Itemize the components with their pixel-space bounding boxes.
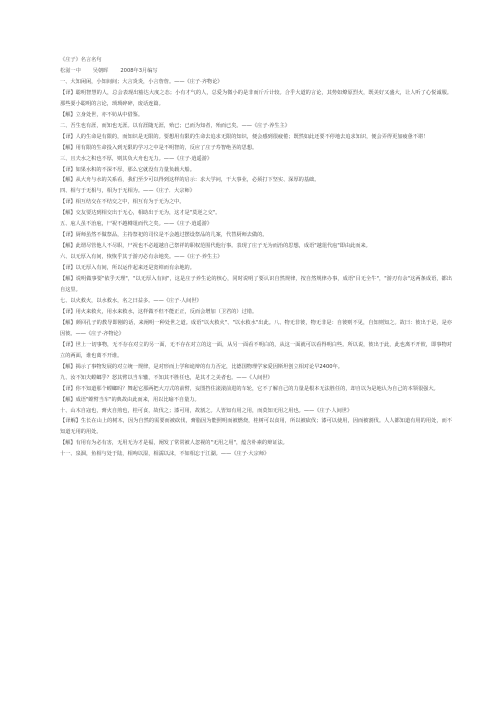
text-line: 九、汝不知夫螳螂乎？怒其臂以当车辙，不知其不胜任也，是其才之美者也。——《人间世》 xyxy=(60,374,273,381)
text-line: 【译】厨师虽然不做祭品，主持祭祀的司仪是不会越过摆设祭品的几案，代替厨师去做的。 xyxy=(60,232,268,239)
text-line: 十、山木自寇也，膏火自煎也，桂可食，故伐之；漆可用，故割之。人皆知有用之用，而莫知无用之用也。——《庄子·人间世》 xyxy=(60,407,353,414)
text-line: 【解】此谓尽管他人不尽职，尸祝也不必超越自己祭祥的职权范围代他行事。表现了庄子无为而治的思想，成语"越俎代庖"即由此而来。 xyxy=(60,243,371,250)
text-line: 五、庖人虽不治庖，尸祝不越樽俎而代之矣。——《庄子·逍遥游》 xyxy=(60,221,213,228)
text-line: 【解】颜回孔子的教导即刚的话，来阐明一种处世之道。成语"以火救火"、"以水救水"出此。八、物无非彼，物无非是：自彼则不见，自知则知之。故曰：彼出于是，是亦因彼。——《庄子·齐物论》 xyxy=(60,319,452,337)
text-line: 二、吾生也有涯，而知也无涯。以有涯随无涯，殆已；已而为知者，殆而已矣。——《庄子·养生主》 xyxy=(60,122,290,129)
text-line: 【解】说明做事要"依乎天理"，"以无厚入有间"，这是庄子养生论的核心，同时说明了要认识自然规律，按自然规律办事，成语"目无全牛"，"游刃有余"这两条成语，都出自这里。 xyxy=(60,276,452,294)
text-line: 【解】揭示了事物发展的对立统一规律，是对形而上学和诡辩的有力否定，比德国物理学家爱因斯坦创立相对论早2400年。 xyxy=(60,363,343,370)
text-line: 【译】你不知道那个螳螂吗？舞起它那两把大刀式的前臂，妄图挡住滚滚前进的车轮，它不了解自己的力量是根本无法胜任的，却自以为是地认为自己的本领很强大。 xyxy=(60,385,439,392)
text-line: 【译】用火来救火，用水来救水，这样做不但不能正正，反而会增加（卫君的）过错。 xyxy=(60,308,258,315)
text-line: 一、大知闲闲，小知间间；大言炎炎，小言詹詹。——《庄子·齐物论》 xyxy=(60,78,223,85)
text-line: 四、相与于无相与，相为于无相为。——《庄子．大宗师》 xyxy=(60,188,195,195)
text-line: 【译】世上一切事物，无不存在对立的另一面，无不存在对立的这一面，从另一面看不明白的，从这一面就可以看得明白些。所以说，彼出于此，此也离不开彼，即事物对立的两面，谁也离不开谁。 xyxy=(60,341,452,359)
text-line: 七、以火救火，以水救水，名之曰益多。——《庄子·人间世》 xyxy=(60,297,202,304)
text-line: 三、且夫水之积也不厚，则其负大舟也无力。——《庄子·逍遥游》 xyxy=(60,155,213,162)
text-line: 【解】有用有为必有害，无用无为才是福，阐发了常常被人忽视的"无用之用"，蕴含朴素的辩证法。 xyxy=(60,440,288,447)
text-line: 【解】用有限的生命投入到无限的学习之中是不明智的，反应了庄子寿智绝圣的思想。 xyxy=(60,144,258,151)
document-page xyxy=(60,55,452,460)
text-line: 【译】人的生命是有限的，而知识是无限的。要想用有限的生命去追求无限的知识，便会感到很疲倦；既然如此还要不停地去追求知识，便会弄得更加疲惫不堪！ xyxy=(60,133,429,140)
document-meta xyxy=(60,66,452,77)
document-date: 2008年3月编写 xyxy=(120,67,158,74)
text-line: 【译】如果水积的不深不厚，那么它就没有力量负载大船。 xyxy=(60,166,195,173)
author-name: 吴朝晖 xyxy=(92,67,109,74)
text-line: 【译】聪明智慧的人，总会表现出豁达大度之态；小有才气的人，总爱为微小的是非而斤斤计较。合乎大道的言论，其势如燎原烈火，既美好又盛大，让人听了心悦诚服。那些耍小聪明的言论，琐琐碎碎，废话连篇。 xyxy=(60,89,452,107)
text-line: 【解】从大舟与水的关系看，我们至少可以得到这样的启示：求大学问，干大事业，必须打下坚实、深厚的基础。 xyxy=(60,177,320,184)
author-label: 松滋一中 xyxy=(60,67,81,74)
text-line: 【解】成语"螳臂当车"的典故由此而来，用以比喻不自量力。 xyxy=(60,396,200,403)
text-line: 【译】相互结交在不结交之中，相互有为于无为之中。 xyxy=(60,199,185,206)
text-line: 【译】以无厚入有间，所以运作起来还是宽绰而有余地的。 xyxy=(60,265,195,272)
text-line: 【解】立身处世，亦不妨从中借鉴。 xyxy=(60,111,144,118)
document-body xyxy=(60,77,452,460)
text-line: 【解】交友要达到相交出于无心，相助出于无为，这才是"莫逆之交"。 xyxy=(60,210,221,217)
text-line: 【译解】生长在山上的树木，因为自然的需要而被砍伐，膏脂因为能照明而被燃烧，桂树可以食用，所以被砍伐；漆可以使用，因而被割伐。人人都知道有用的用处，而不知道无用的用处。 xyxy=(60,418,452,436)
text-line: 十一、泉涸，鱼相与处于陆，相呴以湿，相濡以沫，不如相忘于江湖。——《庄子·大宗师》 xyxy=(60,451,270,458)
text-line: 六、以无厚入有间，恢恢乎其于游刃必有余地矣。——《庄子·养生主》 xyxy=(60,254,223,261)
document-title: 《庄子》名言名句 xyxy=(60,57,102,63)
